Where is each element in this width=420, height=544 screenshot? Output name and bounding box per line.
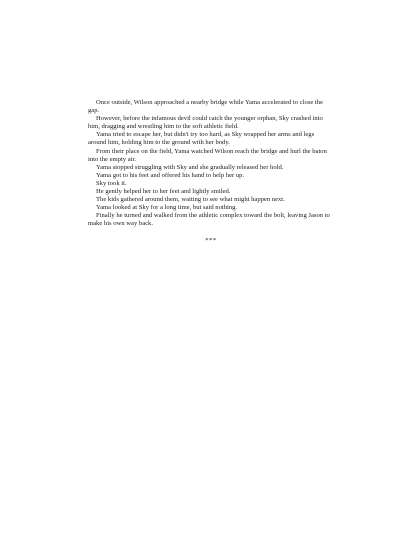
paragraph: Yama got to his feet and offered his hand to help her up. — [96, 171, 245, 179]
paragraph: From their place on the field, Yama watched Wilson reach the bridge and hurl the baton into the empty air. — [88, 147, 327, 163]
paragraph: Yama stopped struggling with Sky and she gradually released her hold. — [96, 163, 284, 171]
body-text — [88, 99, 334, 245]
paragraph: Yama looked at Sky for a long time, but said nothing. — [96, 204, 238, 212]
scene-break: *** — [205, 236, 217, 244]
paragraph: Sky took it. — [96, 179, 127, 187]
paragraph: He gently helped her to her feet and lightly smiled. — [96, 188, 231, 196]
paragraph: Yama tried to escape her, but didn't try too hard, as Sky wrapped her arms and legs around him, holding him to the ground with her body. — [88, 131, 315, 147]
paragraph: However, before the infamous devil could catch the younger orphan, Sky crashed into him, dragging and wrestling him to the soft athletic field. — [88, 115, 323, 131]
paragraph: Finally he turned and walked from the athletic complex toward the bolt, leaving Jason to make his own way back. — [88, 212, 330, 228]
paragraph: Once outside, Wilson approached a nearby bridge while Yama accelerated to close the gap. — [88, 99, 324, 115]
paragraph: The kids gathered around them, waiting to see what might happen next. — [96, 196, 285, 204]
